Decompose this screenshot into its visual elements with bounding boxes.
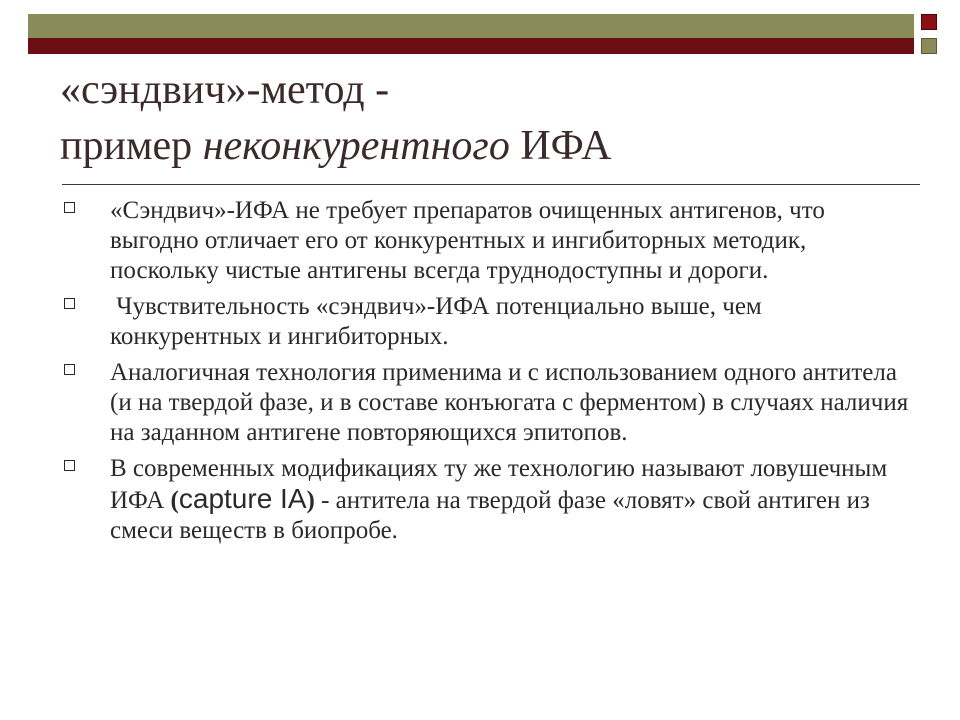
title-divider [62,184,920,185]
title-prefix: пример [60,123,203,169]
bullet-text: Чувствительность «сэндвич»-ИФА потенциально выше, чем конкурентных и ингибиторных. [110,293,768,350]
corner-square-olive [921,38,937,54]
paren-close: ) [306,487,315,514]
list-item [60,454,910,546]
title-emphasis: неконкурентного [202,123,510,169]
list-item [60,358,910,448]
title-suffix: ИФА [509,123,612,169]
bullet-text-before: В современных модификациях ту же технологию называют ловушечным ИФА [110,455,888,514]
header-band-maroon [28,38,914,54]
square-bullet-icon [64,298,75,309]
title-line-2 [60,118,900,174]
header-band-olive [28,14,914,38]
capture-ia-term: capture IA [178,483,307,514]
bullet-text: «Сэндвич»-ИФА не требует препаратов очищенных антигенов, что выгодно отличает его от конкурентных и ингибиторных методик, поскольку чистые антигены всегда труднодоступны и дороги. [110,197,825,284]
square-bullet-icon [64,364,75,375]
square-bullet-icon [64,460,75,471]
corner-square-maroon [921,14,937,30]
square-bullet-icon [64,202,75,213]
list-item [60,292,910,352]
title-line-1: «сэндвич»-метод - [60,67,390,113]
bullet-text: Аналогичная технология применима и с использованием одного антитела (и на твердой фазе, и в составе конъюгата с ферментом) в случаях наличия на заданном антигене повторяющихся эпитопов. [110,359,909,446]
slide-title [60,62,900,174]
bullet-list [60,196,910,552]
paren-open: ( [170,487,179,514]
bullet-text-after: - антитела на твердой фазе «ловят» свой антиген из смеси веществ в биопробе. [110,487,870,544]
list-item [60,196,910,286]
